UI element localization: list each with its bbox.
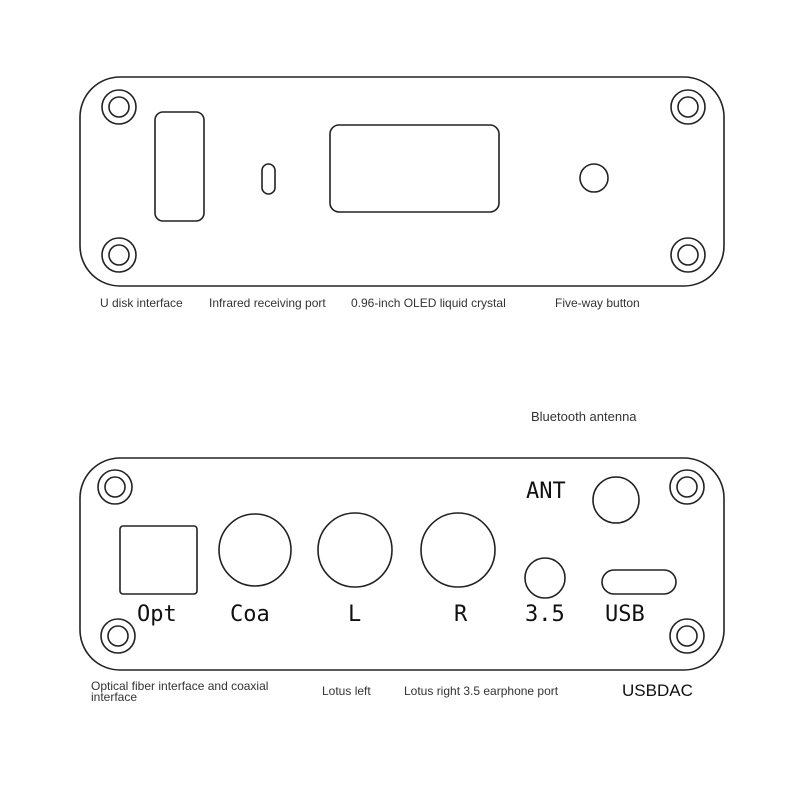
front-screw-bottom-left bbox=[102, 238, 136, 272]
lotus-left-port bbox=[318, 513, 392, 587]
coaxial-port bbox=[219, 514, 291, 586]
front-screw-top-left bbox=[102, 90, 136, 124]
rear-panel-outline bbox=[80, 458, 724, 670]
u-disk-interface-label: U disk interface bbox=[100, 296, 183, 310]
ir-receiver-slot bbox=[262, 164, 275, 194]
usb-label: USB bbox=[605, 602, 645, 627]
rear-panel bbox=[80, 458, 724, 670]
l-label: L bbox=[348, 602, 362, 627]
optical-coaxial-label bbox=[91, 681, 268, 703]
optical-coaxial-label-line2: interface bbox=[91, 690, 138, 704]
front-screw-bottom-right bbox=[671, 238, 705, 272]
rear-screw-bottom-left bbox=[101, 619, 135, 653]
ant-label: ANT bbox=[526, 479, 566, 504]
r-label: R bbox=[454, 602, 468, 627]
usb-port bbox=[602, 570, 676, 594]
rear-screw-top-left bbox=[98, 470, 132, 504]
infrared-port-label: Infrared receiving port bbox=[209, 296, 326, 310]
five-way-button-label: Five-way button bbox=[555, 296, 640, 310]
rear-screw-bottom-right bbox=[670, 619, 704, 653]
bluetooth-antenna-port bbox=[593, 477, 639, 523]
oled-label: 0.96-inch OLED liquid crystal bbox=[351, 296, 506, 310]
opt-label: Opt bbox=[137, 602, 177, 627]
jack-35-label: 3.5 bbox=[525, 602, 565, 627]
front-panel bbox=[80, 77, 724, 286]
u-disk-slot bbox=[155, 112, 204, 221]
lotus-right-port bbox=[421, 513, 495, 587]
usbdac-label: USBDAC bbox=[622, 681, 693, 700]
earphone-jack bbox=[525, 558, 565, 598]
oled-window bbox=[330, 125, 499, 212]
front-screw-top-right bbox=[671, 90, 705, 124]
lotus-left-label: Lotus left bbox=[322, 684, 371, 698]
lotus-right-label: Lotus right 3.5 earphone port bbox=[404, 684, 559, 698]
five-way-button bbox=[580, 164, 608, 192]
rear-screw-top-right bbox=[670, 470, 704, 504]
optical-port bbox=[120, 526, 197, 594]
bluetooth-antenna-label: Bluetooth antenna bbox=[531, 409, 637, 424]
optical-coaxial-label-line1: Optical fiber interface and coaxial bbox=[91, 679, 269, 693]
coa-label: Coa bbox=[230, 602, 270, 627]
front-panel-outline bbox=[80, 77, 724, 286]
